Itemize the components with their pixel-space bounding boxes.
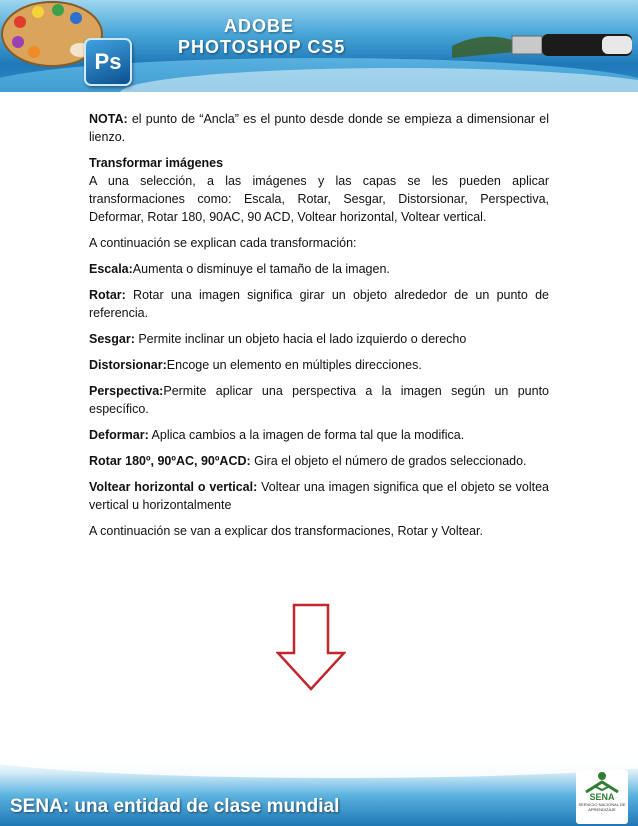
footer-banner [0,758,638,826]
down-arrow-icon [276,603,346,691]
header-title-line1: ADOBE [224,16,295,36]
definition-term: Distorsionar: [89,358,167,372]
header-title [178,16,345,58]
header-banner [0,0,638,92]
photoshop-logo: Ps [84,38,132,86]
note-paragraph [89,110,549,146]
definition-rotar [89,286,549,322]
definition-term: Voltear horizontal o vertical: [89,480,258,494]
definition-text: Aplica cambios a la imagen de forma tal que la modifica. [148,428,465,442]
footer-swoosh [0,758,638,778]
section-text: A una selección, a las imágenes y las capas se les pueden aplicar transformaciones como: Escala, Rotar, Sesgar, Distorsionar, Perspectiva, Deformar, Rotar 180, 90AC, 90 ACD, Voltear horizontal, Voltear vertical. [89,174,549,224]
definition-text: Gira el objeto el número de grados seleccionado. [250,454,527,468]
definition-rotar-grados [89,452,549,470]
definition-sesgar [89,330,549,348]
definition-voltear [89,478,549,514]
definition-term: Sesgar: [89,332,135,346]
sena-logo [576,770,628,824]
header-title-line2: PHOTOSHOP CS5 [178,37,346,57]
definition-term: Rotar 180º, 90ºAC, 90ºACD: [89,454,251,468]
sena-figure-icon [576,770,628,794]
definition-term: Perspectiva: [89,384,164,398]
definition-term: Deformar: [89,428,149,442]
note-text: el punto de “Ancla” es el punto desde donde se empieza a dimensionar el lienzo. [89,112,549,144]
definition-text: Voltear una imagen significa que el objeto se voltea vertical u horizontalmente [89,480,549,512]
intro-paragraph: A continuación se explican cada transformación: [89,236,357,250]
definition-distorsionar [89,356,549,374]
transform-section [89,154,549,226]
paint-brush-icon [452,6,638,66]
definition-text: Rotar una imagen significa girar un objeto alrededor de un punto de referencia. [89,288,549,320]
section-title: Transformar imágenes [89,156,224,170]
definition-term: Rotar: [89,288,126,302]
definition-text: Aumenta o disminuye el tamaño de la imagen. [132,262,390,276]
definition-text: Permite inclinar un objeto hacia el lado izquierdo o derecho [134,332,467,346]
definition-perspectiva [89,382,549,418]
definition-escala [89,260,549,278]
definition-term: Escala: [89,262,133,276]
note-label: NOTA: [89,112,128,126]
definition-text: Encoge un elemento en múltiples direcciones. [166,358,422,372]
closing-paragraph: A continuación se van a explicar dos transformaciones, Rotar y Voltear. [89,524,483,538]
definition-text: Permite aplicar una perspectiva a la imagen según un punto específico. [89,384,549,416]
document-body [89,110,549,540]
footer-slogan: SENA: una entidad de clase mundial [10,796,340,817]
sena-logo-name: SENA [589,792,615,802]
definition-deformar [89,426,549,444]
sena-logo-subtitle: SERVICIO NACIONAL DE APRENDIZAJE [578,802,626,812]
